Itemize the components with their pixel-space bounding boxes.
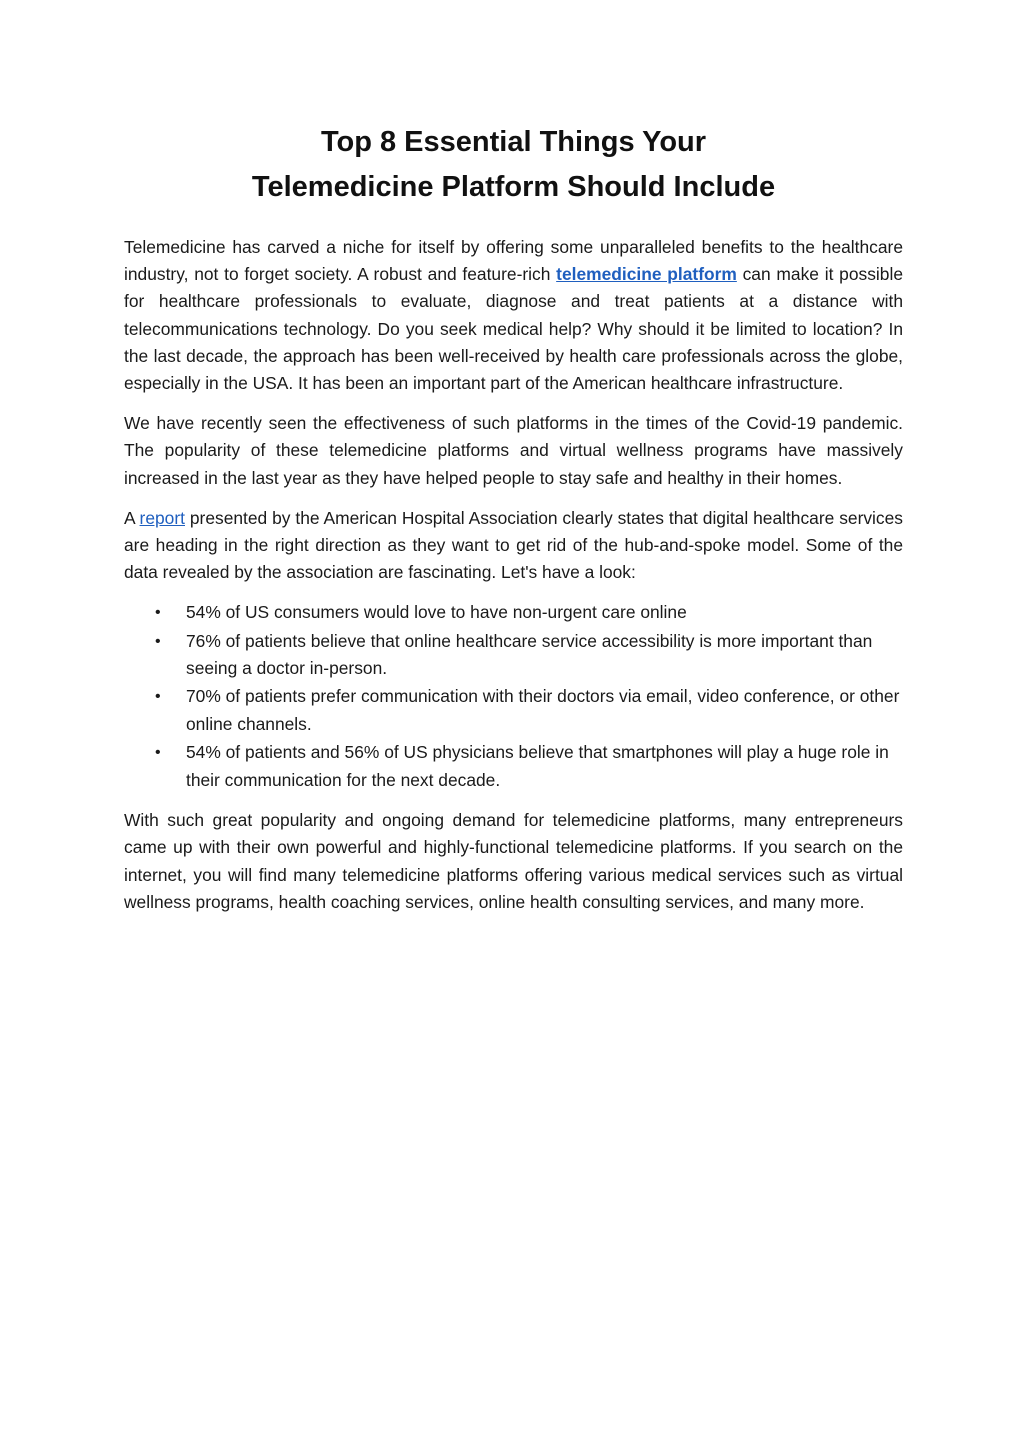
report-link[interactable]: report: [139, 507, 185, 528]
list-item: [124, 599, 903, 627]
page-title: [124, 120, 903, 210]
title-line-1: Top 8 Essential Things Your: [320, 126, 707, 158]
list-item-text: 54% of US consumers would love to have non-urgent care online: [186, 602, 687, 623]
report-text-end: presented by the American Hospital Association clearly states that digital healthcare services are heading in the right direction as they want to get rid of the hub-and-spoke model. Some of the data revealed by the association are fascinating. Let's have a look:: [124, 507, 903, 583]
list-item-text: 54% of patients and 56% of US physicians believe that smartphones will play a huge role in their communication for the next decade.: [186, 741, 889, 790]
covid-paragraph: We have recently seen the effectiveness of such platforms in the times of the Covid-19 pandemic. The popularity of these telemedicine platforms and virtual wellness programs have massively increased in the last year as they have helped people to stay safe and healthy in their homes.: [124, 413, 903, 488]
intro-text-end: can make it possible for healthcare professionals to evaluate, diagnose and treat patients at a distance with telecommunications technology. Do you seek medical help? Why should it be limited to location? In the last decade, the approach has been well-received by health care professionals across the globe, especially in the USA. It has been an important part of the American healthcare infrastructure.: [124, 264, 903, 394]
document-page: [124, 120, 903, 929]
title-line-2: Telemedicine Platform Should Include: [251, 171, 776, 203]
report-paragraph: [124, 505, 903, 587]
statistics-list: [124, 599, 903, 794]
conclusion-paragraph: With such great popularity and ongoing demand for telemedicine platforms, many entrepreneurs came up with their own powerful and highly-functional telemedicine platforms. If you search on the internet, you will find many telemedicine platforms offering various medical services such as virtual wellness programs, health coaching services, online health consulting services, and many more.: [124, 810, 903, 912]
list-item-text: 70% of patients prefer communication with their doctors via email, video conference, or other online channels.: [186, 686, 900, 734]
list-item: [124, 628, 903, 683]
bullet-icon: •: [155, 743, 161, 761]
list-item: [124, 683, 903, 738]
intro-text-start: Telemedicine has carved a niche for itself by offering some unparalleled benefits to the healthcare industry, not to forget society. A robust and feature-rich: [124, 237, 903, 285]
intro-paragraph: [124, 234, 903, 397]
bullet-icon: •: [155, 604, 161, 622]
report-text-start: A: [124, 507, 140, 528]
bullet-icon: •: [155, 632, 161, 650]
list-item-text: 76% of patients believe that online healthcare service accessibility is more important than seeing a doctor in-person.: [186, 630, 873, 679]
list-item: [124, 739, 903, 794]
telemedicine-platform-link[interactable]: telemedicine platform: [556, 264, 737, 285]
bullet-icon: •: [155, 688, 161, 706]
